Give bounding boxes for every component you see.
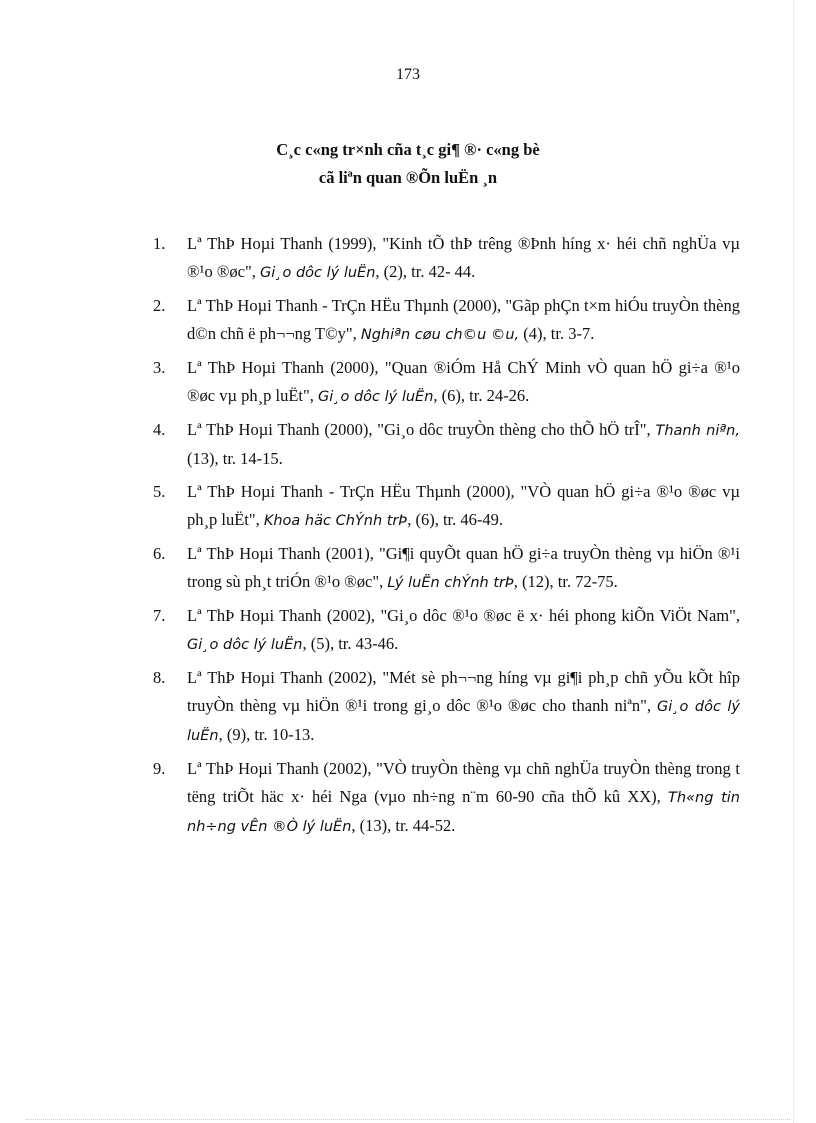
reference-text: Lª ThÞ Hoµi Thanh (2002), "VÒ truyÒn thèng vµ chñ nghÜa truyÒn thèng trong t tëng triÕt häc x· héi Nga (vµo nh÷ng n¨m 60-90 cña thÕ kû XX), xyxy=(187,759,740,806)
reference-text: Lª ThÞ Hoµi Thanh (2001), "Gi¶i quyÕt quan hÖ gi÷a truyÒn thèng vµ hiÖn ®¹i trong sù ph¸t triÓn ®¹o ®øc", xyxy=(187,544,740,591)
reference-text: Lª ThÞ Hoµi Thanh (2002), "Mét sè ph¬¬ng híng vµ gi¶i ph¸p chñ yÕu kÕt hîp truyÒn thèng vµ hiÖn ®¹i trong gi¸o dôc ®¹o ®øc cho thanh niªn", xyxy=(187,668,740,715)
reference-item xyxy=(150,416,740,473)
reference-tail: (4), tr. 3-7. xyxy=(519,324,595,343)
reference-item xyxy=(150,354,740,411)
reference-item xyxy=(150,292,740,349)
reference-item xyxy=(150,664,740,750)
reference-source: Thanh niªn, xyxy=(655,423,740,439)
reference-tail: , (6), tr. 46-49. xyxy=(407,510,503,529)
reference-number: 9. xyxy=(153,759,166,778)
reference-text: Lª ThÞ Hoµi Thanh (2000), "Gi¸o dôc truyÒn thèng cho thÕ hÖ trÎ", xyxy=(187,420,656,439)
reference-source: Th«ng tin nh÷ng vÊn ®Ò lý luËn xyxy=(187,790,741,835)
reference-number: 7. xyxy=(153,606,166,625)
page-heading xyxy=(0,136,816,192)
reference-tail: , (13), tr. 44-52. xyxy=(351,816,456,835)
reference-tail: (13), tr. 14-15. xyxy=(187,449,283,468)
reference-source: Gi¸o dôc lý luËn xyxy=(187,637,303,653)
reference-item xyxy=(150,230,740,287)
reference-source: Nghiªn cøu ch©u ©u, xyxy=(360,327,520,343)
reference-item xyxy=(150,602,740,659)
reference-text: Lª ThÞ Hoµi Thanh (2002), "Gi¸o dôc ®¹o ®øc ë x· héi phong kiÕn ViÖt Nam", xyxy=(187,606,740,625)
reference-source: Gi¸o dôc lý luËn xyxy=(259,265,376,281)
reference-number: 3. xyxy=(153,358,166,377)
reference-item xyxy=(150,478,740,535)
reference-text: Lª ThÞ Hoµi Thanh - TrÇn HËu Thµnh (2000), "VÒ quan hÖ gi÷a ®¹o ®øc vµ ph¸p luËt", xyxy=(187,482,740,529)
reference-number: 1. xyxy=(153,234,166,253)
reference-tail: , (12), tr. 72-75. xyxy=(513,572,618,591)
reference-tail: , (5), tr. 43-46. xyxy=(302,634,399,653)
reference-text: Lª ThÞ Hoµi Thanh (1999), "Kinh tÕ thÞ trêng ®Þnh híng x· héi chñ nghÜa vµ ®¹o ®øc", xyxy=(187,234,740,281)
reference-text: Lª ThÞ Hoµi Thanh (2000), "Quan ®iÓm Hå ChÝ Minh vÒ quan hÖ gi÷a ®¹o ®øc vµ ph¸p luËt", xyxy=(187,358,740,405)
heading-line-2: cã liªn quan ®Õn luËn ¸n xyxy=(318,168,498,187)
reference-source: Lý luËn chÝnh trÞ xyxy=(387,575,514,591)
reference-source: Khoa häc ChÝnh trÞ xyxy=(263,513,408,529)
heading-line-1: C¸c c«ng tr×nh cña t¸c gi¶ ®· c«ng bè xyxy=(276,140,540,159)
reference-source: Gi¸o dôc lý luËn xyxy=(187,699,741,744)
reference-source: Gi¸o dôc lý luËn xyxy=(317,389,434,405)
reference-number: 4. xyxy=(153,420,166,439)
reference-number: 8. xyxy=(153,668,166,687)
reference-tail: , (9), tr. 10-13. xyxy=(218,725,315,744)
reference-text: Lª ThÞ Hoµi Thanh - TrÇn HËu Thµnh (2000), "Gãp phÇn t×m hiÓu truyÒn thèng d©n chñ ë ph¬¬ng T©y", xyxy=(187,296,740,343)
page-bottom-guide xyxy=(26,1119,790,1120)
page-edge-guide xyxy=(793,0,794,1123)
reference-item xyxy=(150,755,740,841)
reference-tail: , (2), tr. 42- 44. xyxy=(375,262,476,281)
reference-list xyxy=(150,230,740,846)
reference-item xyxy=(150,540,740,597)
reference-number: 5. xyxy=(153,482,166,501)
reference-number: 2. xyxy=(153,296,166,315)
page-number: 173 xyxy=(396,66,420,83)
reference-tail: , (6), tr. 24-26. xyxy=(433,386,530,405)
reference-number: 6. xyxy=(153,544,166,563)
